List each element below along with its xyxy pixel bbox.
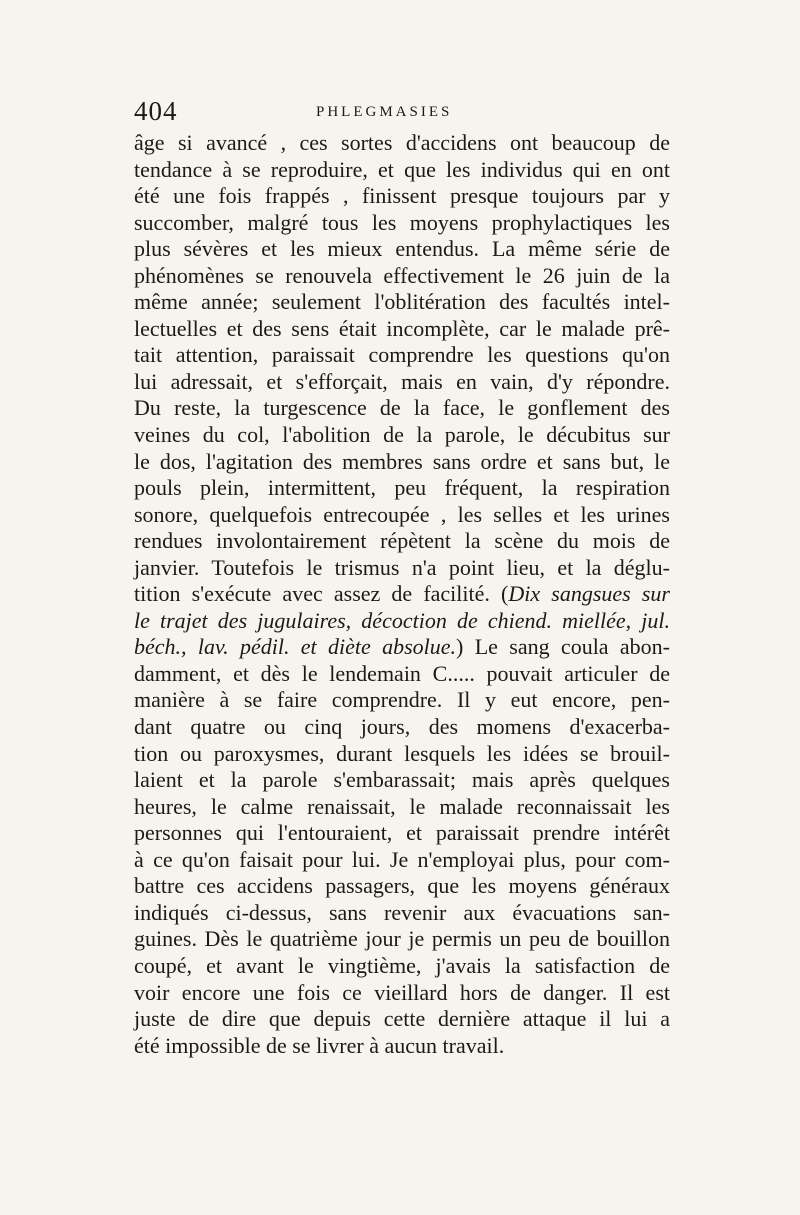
text-line: phénomènes se renouvela effectivement le 26 juin de la [134, 262, 670, 288]
text-roman: tition s'exécute avec assez de facilité. ( [134, 581, 509, 607]
text-line: manière à se faire comprendre. Il y eut encore, pen- [134, 687, 670, 713]
text-line-last: été impossible de se livrer à aucun travail. [134, 1032, 505, 1058]
page-number: 404 [134, 96, 178, 126]
text-roman: ) Le sang coula abon- [456, 634, 670, 660]
text-line: rendues involontairement répètent la scène du mois de [134, 528, 670, 554]
text-line: dant quatre ou cinq jours, des momens d'exacerba- [134, 714, 670, 740]
text-line: lui adressait, et s'efforçait, mais en vain, d'y répondre. [134, 368, 670, 394]
text-line: laient et la parole s'embarassait; mais après quelques [134, 767, 670, 793]
text-line: âge si avancé , ces sortes d'accidens ont beaucoup de [134, 130, 670, 155]
text-line: succomber, malgré tous les moyens prophylactiques les [134, 209, 670, 235]
page-header [134, 96, 670, 130]
text-line: lectuelles et des sens était incomplète, car le malade prê- [134, 315, 670, 341]
text-italic: Dix sangsues sur [508, 581, 670, 607]
text-line: juste de dire que depuis cette dernière attaque il lui a [134, 1006, 670, 1032]
text-line: pouls plein, intermittent, peu fréquent, la respiration [134, 475, 670, 501]
text-line: à ce qu'on faisait pour lui. Je n'employai plus, pour com- [134, 846, 670, 872]
text-line: battre ces accidens passagers, que les moyens généraux [134, 873, 670, 899]
text-line: personnes qui l'entouraient, et paraissait prendre intérêt [134, 820, 670, 846]
text-line: indiqués ci-dessus, sans revenir aux évacuations san- [134, 899, 670, 925]
text-line: été une fois frappés , finissent presque toujours par y [134, 183, 670, 209]
text-line: même année; seulement l'oblitération des facultés intel- [134, 289, 670, 315]
text-line: tendance à se reproduire, et que les individus qui en ont [134, 156, 670, 182]
text-line-italic: le trajet des jugulaires, décoction de chiend. miellée, jul. [134, 607, 670, 633]
text-line: janvier. Toutefois le trismus n'a point lieu, et la déglu- [134, 554, 670, 580]
text-line: heures, le calme renaissait, le malade reconnaissait les [134, 793, 670, 819]
text-line: le dos, l'agitation des membres sans ordre et sans but, le [134, 448, 670, 474]
text-line-mixed [134, 581, 670, 608]
text-line: plus sévères et les mieux entendus. La même série de [134, 236, 670, 262]
text-line: tion ou paroxysmes, durant lesquels les idées se brouil- [134, 740, 670, 766]
text-line: sonore, quelquefois entrecoupée , les selles et les urines [134, 501, 670, 527]
body-text [134, 130, 670, 1059]
text-italic: béch., lav. pédil. et diète absolue. [134, 634, 457, 660]
text-line: Du reste, la turgescence de la face, le gonflement des [134, 395, 670, 421]
text-line: guines. Dès le quatrième jour je permis un peu de bouillon [134, 926, 670, 952]
text-line-mixed [134, 634, 670, 661]
text-line: tait attention, paraissait comprendre les questions qu'on [134, 342, 670, 368]
text-line: voir encore une fois ce vieillard hors de danger. Il est [134, 979, 670, 1005]
running-head: PHLEGMASIES [316, 104, 453, 120]
text-line: damment, et dès le lendemain C..... pouvait articuler de [134, 660, 670, 686]
text-line: veines du col, l'abolition de la parole, le décubitus sur [134, 422, 670, 448]
text-line: coupé, et avant le vingtième, j'avais la satisfaction de [134, 952, 670, 978]
